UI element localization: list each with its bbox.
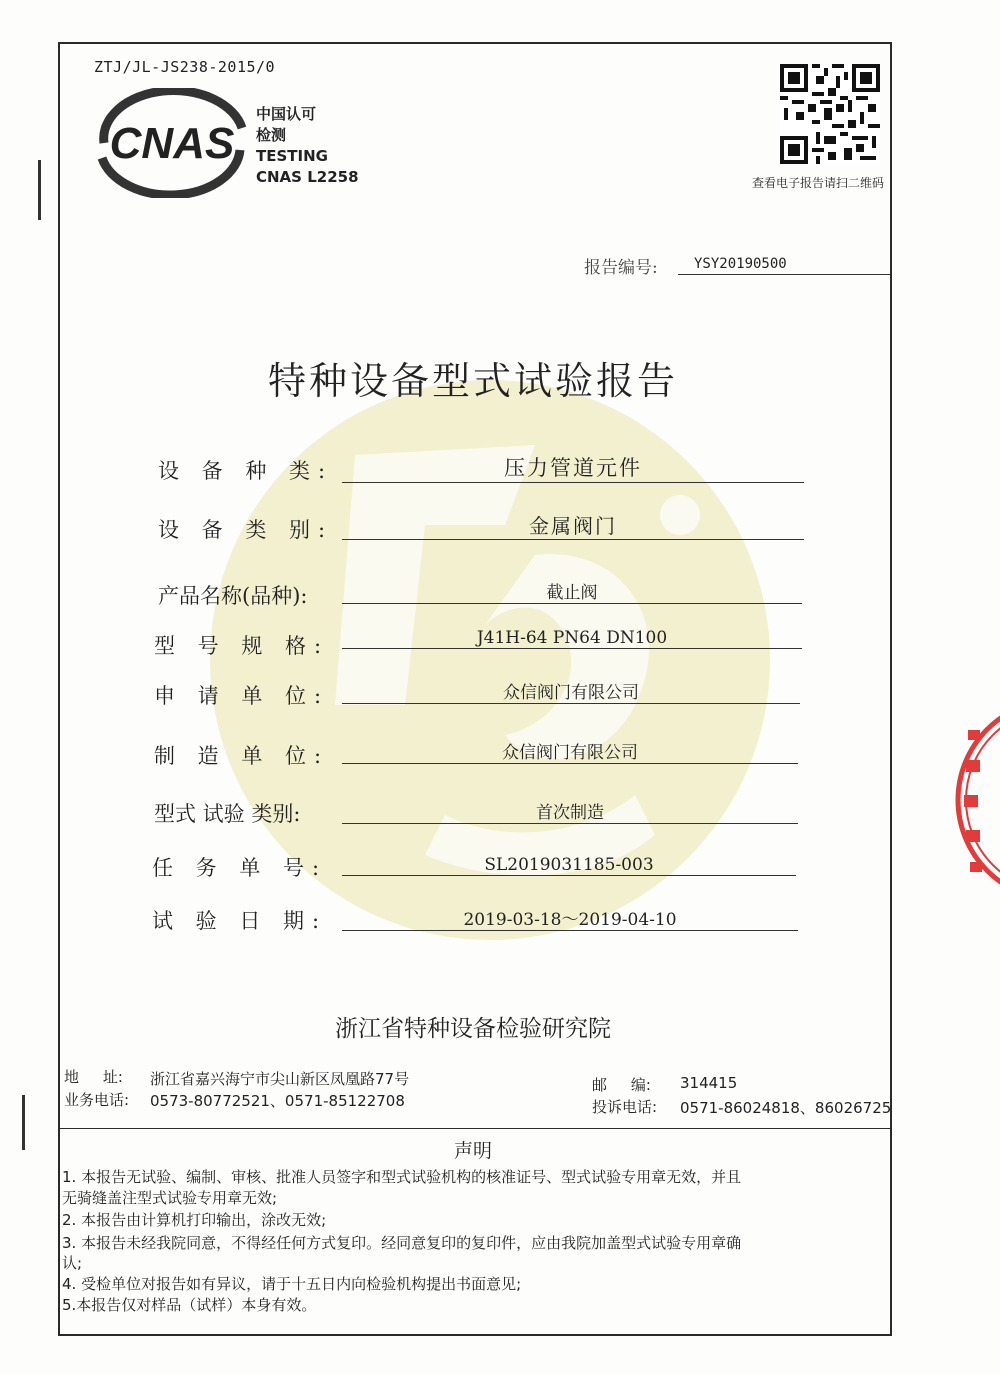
document-code: ZTJ/JL-JS238-2015/0 [94,58,276,76]
field-value-model-spec: J41H-64 PN64 DN100 [342,628,802,649]
cnas-line: TESTING [256,147,328,165]
report-number-label: 报告编号: [584,258,658,278]
field-label-manufacturer: 制 造 单 位: [154,744,330,768]
field-value-manufacturer: 众信阀门有限公司 [342,738,798,764]
cnas-accreditation-text [256,104,359,188]
field-label-model-spec: 型 号 规 格: [154,634,330,658]
field-value-task-number: SL2019031185-003 [342,855,796,876]
cnas-line: 中国认可 [256,105,317,123]
field-value-equipment-category: 金属阀门 [342,510,804,540]
phone-label: 业务电话: [64,1091,130,1109]
qr-caption: 查看电子报告请扫二维码 [752,176,885,190]
statement-line: 无骑缝盖注型式试验专用章无效; [62,1189,278,1207]
cnas-line: CNAS L2258 [256,168,359,186]
field-label-product-name: 产品名称(品种): [158,584,308,608]
field-value-applicant: 众信阀门有限公司 [342,678,800,704]
statement-line: 2. 本报告由计算机打印输出，涂改无效; [62,1211,327,1229]
binding-mark [38,160,41,220]
statement-line: 1. 本报告无试验、编制、审核、批准人员签字和型式试验机构的核准证号、型式试验专用章无效，并且 [62,1168,742,1186]
report-number-value: YSY20190500 [678,256,890,275]
statement-line: 3. 本报告未经我院同意，不得经任何方式复印。经同意复印的复印件，应由我院加盖型式试验专用章确 [62,1234,742,1252]
statement-line: 认; [62,1254,83,1272]
institute-name: 浙江省特种设备检验研究院 [335,1016,611,1042]
statement-line: 5.本报告仅对样品（试样）本身有效。 [62,1296,317,1314]
complaint-phone-value: 0571-86024818、86026725 [680,1099,892,1117]
field-label-test-type: 型式 试验 类别: [154,802,301,826]
complaint-phone-label: 投诉电话: [592,1098,658,1116]
seal-stamp [948,690,1000,910]
cnas-logo-text: CNAS [109,119,235,168]
page-title: 特种设备型式试验报告 [267,359,678,403]
address-value: 浙江省嘉兴海宁市尖山新区凤凰路77号 [150,1070,410,1088]
field-value-test-type: 首次制造 [342,798,798,824]
postcode-value: 314415 [680,1074,738,1092]
field-label-equipment-category: 设 备 类 别: [158,518,334,542]
qr-code[interactable] [780,64,880,164]
field-value-test-date: 2019-03-18～2019-04-10 [342,905,798,931]
field-label-test-date: 试 验 日 期: [152,909,328,933]
address-label: 地 址: [64,1068,123,1086]
field-label-equipment-kind: 设 备 种 类: [158,459,334,483]
cnas-line: 检测 [256,126,287,144]
statement-line: 4. 受检单位对报告如有异议，请于十五日内向检验机构提出书面意见; [62,1275,522,1293]
field-label-task-number: 任 务 单 号: [152,856,328,880]
postcode-label: 邮 编: [592,1076,651,1094]
field-label-applicant: 申 请 单 位: [154,684,330,708]
statement-title: 声明 [453,1140,492,1162]
field-value-product-name: 截止阀 [342,578,802,604]
field-value-equipment-kind: 压力管道元件 [342,452,804,483]
cnas-logo [96,88,248,198]
phone-value: 0573-80772521、0571-85122708 [150,1092,405,1110]
